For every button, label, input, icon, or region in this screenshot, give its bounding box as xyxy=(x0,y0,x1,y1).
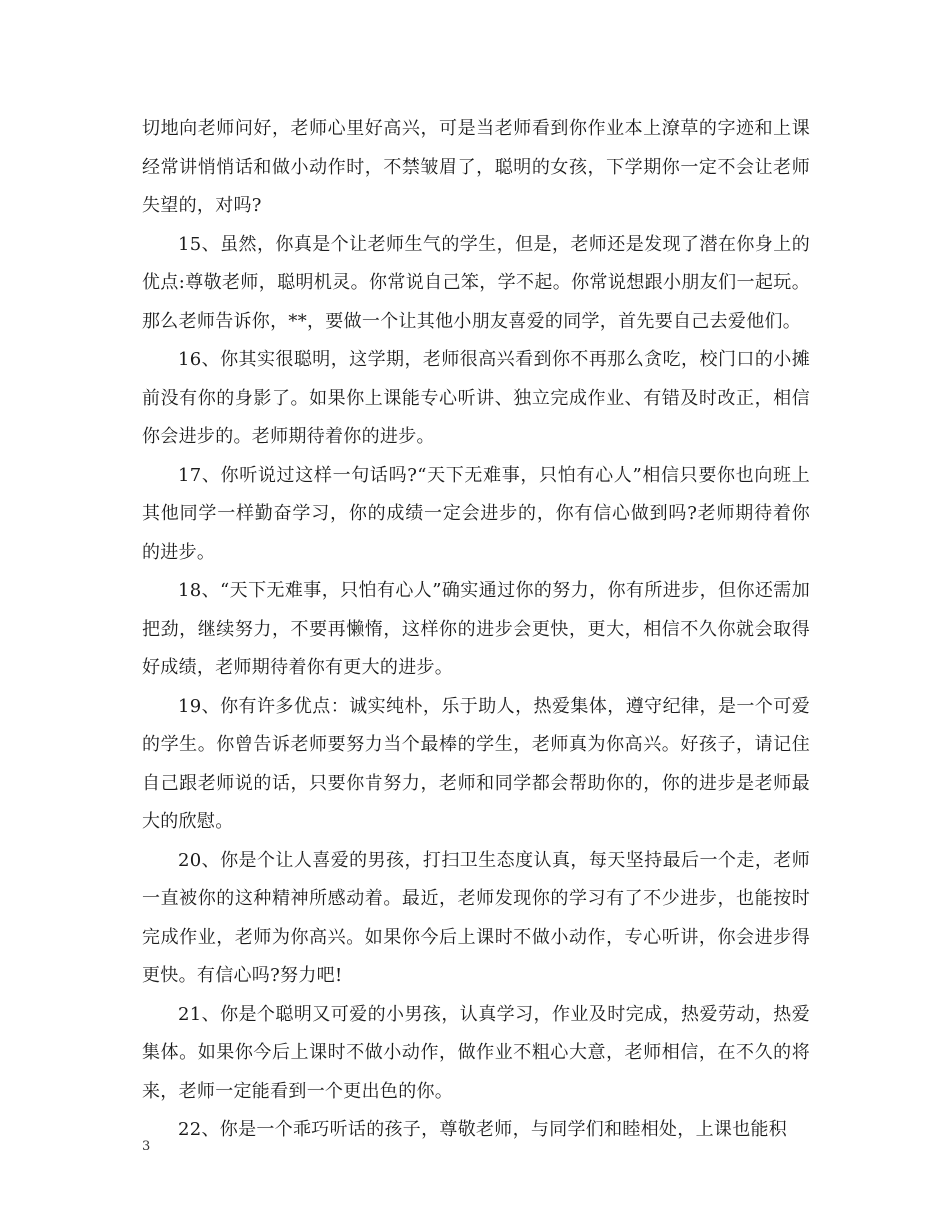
paragraph-comment-16: 16、你其实很聪明，这学期，老师很高兴看到你不再那么贪吃，校门口的小摊前没有你的身影了。如果你上课能专心听讲、独立完成作业、有错及时改正，相信你会进步的。老师期待着你的进步。 xyxy=(142,349,810,447)
paragraph-comment-21: 21、你是个聪明又可爱的小男孩，认真学习，作业及时完成，热爱劳动，热爱集体。如果你今后上课时不做小动作，做作业不粗心大意，老师相信，在不久的将来，老师一定能看到一个更出色的你。 xyxy=(142,1003,810,1102)
page-number: 3 xyxy=(142,1139,151,1154)
paragraph-comment-20: 20、你是个让人喜爱的男孩，打扫卫生态度认真，每天坚持最后一个走，老师一直被你的这种精神所感动着。最近，老师发现你的学习有了不少进步，也能按时完成作业，老师为你高兴。如果你今后上课时不做小动作，专心听讲，你会进步得更快。有信心吗?努力吧! xyxy=(142,849,810,986)
paragraph-comment-17: 17、你听说过这样一句话吗?“天下无难事，只怕有心人”相信只要你也向班上其他同学一样勤奋学习，你的成绩一定会进步的，你有信心做到吗?老师期待着你的进步。 xyxy=(142,464,810,563)
paragraph-comment-18: 18、“天下无难事，只怕有心人”确实通过你的努力，你有所进步，但你还需加把劲，继续努力，不要再懒惰，这样你的进步会更快，更大，相信不久你就会取得好成绩，老师期待着你有更大的进步。 xyxy=(142,580,810,678)
document-body xyxy=(142,110,810,1150)
paragraph-comment-19: 19、你有许多优点：诚实纯朴，乐于助人，热爱集体，遵守纪律，是一个可爱的学生。你曾告诉老师要努力当个最棒的学生，老师真为你高兴。好孩子，请记住自己跟老师说的话，只要你肯努力，老师和同学都会帮助你的，你的进步是老师最大的欣慰。 xyxy=(142,695,810,832)
paragraph-comment-15: 15、虽然，你真是个让老师生气的学生，但是，老师还是发现了潜在你身上的优点:尊敬老师，聪明机灵。你常说自己笨，学不起。你常说想跟小朋友们一起玩。那么老师告诉你，**，要做一个让其他小朋友喜爱的同学，首先要自己去爱他们。 xyxy=(142,233,810,332)
paragraph-continuation: 切地向老师问好，老师心里好高兴，可是当老师看到你作业本上潦草的字迹和上课经常讲悄悄话和做小动作时，不禁皱眉了，聪明的女孩，下学期你一定不会让老师失望的，对吗? xyxy=(142,118,810,216)
paragraph-comment-22: 22、你是一个乖巧听话的孩子，尊敬老师，与同学们和睦相处，上课也能积 xyxy=(178,1119,788,1140)
